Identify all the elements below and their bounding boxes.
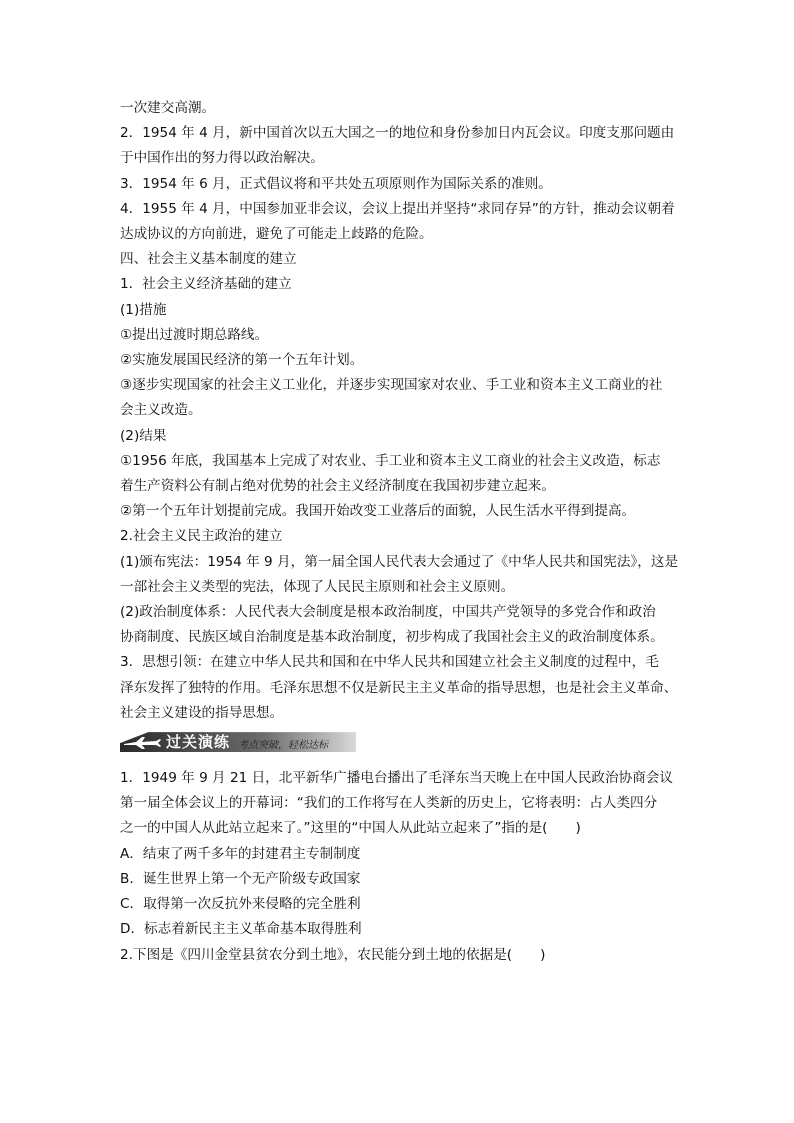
option-a[interactable]: A．结束了两千多年的封建君主专制制度: [120, 845, 361, 862]
text-line: 一部社会主义类型的宪法，体现了人民民主原则和社会主义原则。: [120, 578, 515, 595]
text-line: ②第一个五年计划提前完成。我国开始改变工业落后的面貌，人民生活水平得到提高。: [120, 503, 636, 520]
text-line: 3．1954 年 6 月，正式倡议将和平共处五项原则作为国际关系的准则。: [120, 175, 552, 192]
text-line: ①1956 年底，我国基本上完成了对农业、手工业和资本主义工商业的社会主义改造，标志: [120, 452, 661, 469]
subsection-heading: 2.社会主义民主政治的建立: [120, 528, 283, 545]
close-paren: ): [575, 820, 581, 837]
question-2-stem: 2.下图是《四川金堂县贫农分到土地》，农民能分到土地的依据是(: [120, 946, 513, 963]
text-line: 4．1955 年 4 月，中国参加亚非会议，会议上提出并坚持“求同存异”的方针，推动会议朝着: [120, 200, 675, 217]
text-line: 2．1954 年 4 月，新中国首次以五大国之一的地位和身份参加日内瓦会议。印度支那问题由: [120, 125, 675, 142]
label-results: (2)结果: [120, 427, 167, 444]
text-line: 泽东发挥了独特的作用。毛泽东思想不仅是新民主主义革命的指导思想，也是社会主义革命、: [120, 679, 678, 696]
airplane-icon: [122, 736, 162, 750]
subsection-heading: 1．社会主义经济基础的建立: [120, 276, 292, 293]
banner-subtitle: 考点突破，轻松达标: [238, 740, 328, 752]
text-line: 社会主义建设的指导思想。: [120, 704, 284, 721]
close-paren: ): [540, 946, 546, 963]
section-heading: 四、社会主义基本制度的建立: [120, 251, 297, 268]
label-measures: (1)措施: [120, 301, 167, 318]
text-line: 3．思想引领：在建立中华人民共和国和在中华人民共和国建立社会主义制度的过程中，毛: [120, 654, 659, 671]
option-c[interactable]: C．取得第一次反抗外来侵略的完全胜利: [120, 896, 361, 913]
practice-banner: [120, 730, 676, 758]
text-line: 协商制度、民族区域自治制度是基本政治制度，初步构成了我国社会主义的政治制度体系。: [120, 629, 664, 646]
text-line: 一次建交高潮。: [120, 100, 216, 116]
option-d[interactable]: D．标志着新民主主义革命基本取得胜利: [120, 921, 362, 938]
text-line: 于中国作出的努力得以政治解决。: [120, 150, 324, 167]
text-line: ③逐步实现国家的社会主义工业化，并逐步实现国家对农业、手工业和资本主义工商业的社: [120, 377, 663, 394]
question-1-line: 1．1949 年 9 月 21 日，北平新华广播电台播出了毛泽东当天晚上在中国人民政治协商会议: [120, 770, 673, 787]
text-line: 达成协议的方向前进，避免了可能走上歧路的危险。: [120, 226, 433, 243]
text-line: ①提出过渡时期总路线。: [120, 326, 269, 343]
text-line: (2)政治制度体系：人民代表大会制度是根本政治制度，中国共产党领导的多党合作和政治: [120, 604, 656, 621]
question-1-line: [120, 816, 676, 841]
text-line: ②实施发展国民经济的第一个五年计划。: [120, 352, 364, 369]
question-2-line: [120, 943, 676, 968]
document-page: [120, 96, 679, 968]
question-1-line: 第一届全体会议上的开幕词：“我们的工作将写在人类新的历史上，它将表明：占人类四分: [120, 795, 658, 812]
text-line: 着生产资料公有制占绝对优势的社会主义经济制度在我国初步建立起来。: [120, 478, 555, 495]
option-b[interactable]: B．诞生世界上第一个无产阶级专政国家: [120, 870, 361, 887]
banner-title: 过关演练: [166, 733, 231, 752]
question-1-stem-end: 之一的中国人从此站立起来了。”这里的“中国人从此站立起来了”指的是(: [120, 820, 548, 837]
text-line: 会主义改造。: [120, 402, 202, 419]
text-line: (1)颁布宪法：1954 年 9 月，第一届全国人民代表大会通过了《中华人民共和国宪法》，这是: [120, 553, 679, 570]
